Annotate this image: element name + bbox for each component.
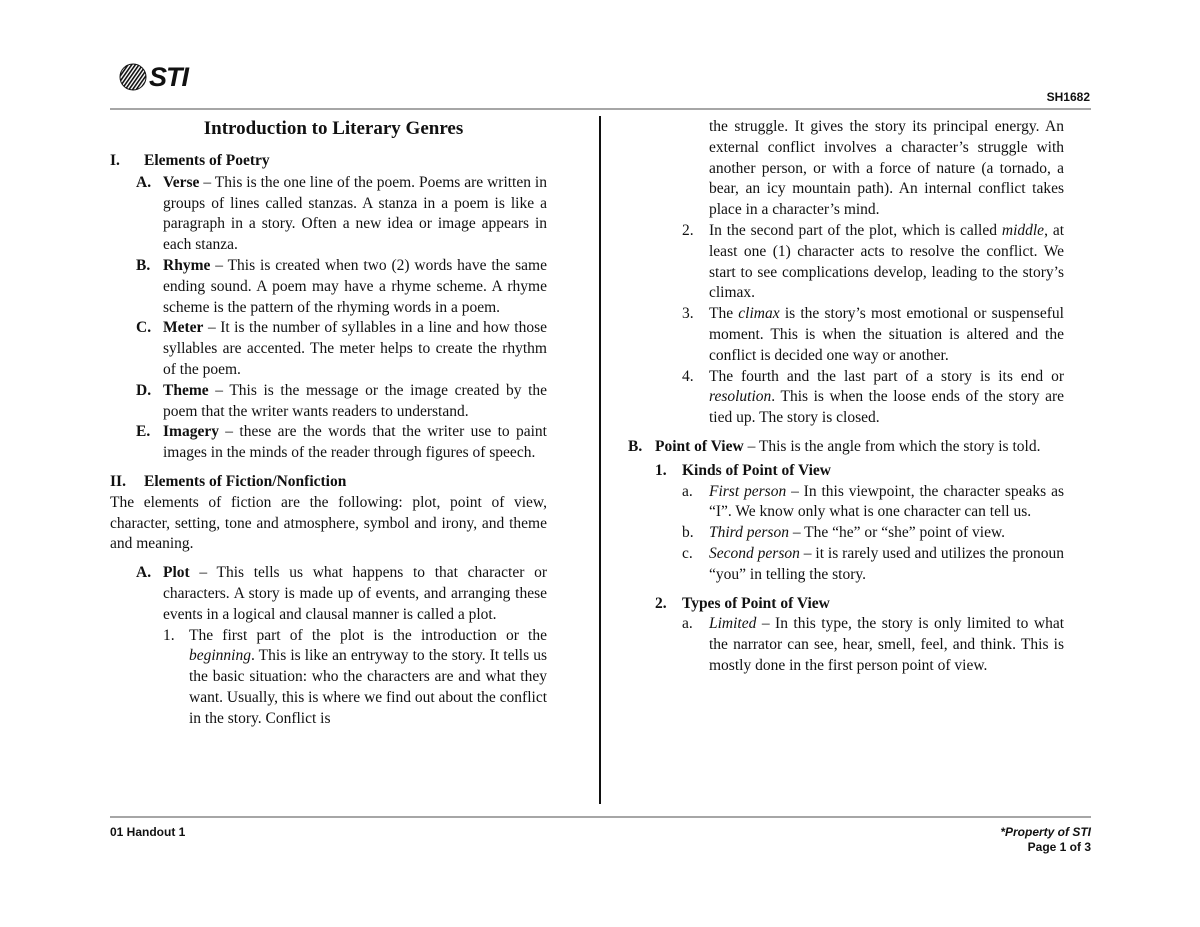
- item-text: Theme – This is the message or the image created by the poem that the writer wants readers to understand.: [163, 381, 547, 420]
- item-text: Imagery – these are the words that the writer use to paint images in the minds of the reader through figures of speech.: [163, 423, 547, 462]
- item-text: The first part of the plot is the introduction or the beginning. This is like an entryway to the story. It tells us the basic situation: who the characters are and what they want. Usually, this is where we find out about the conflict in the story. Conflict is: [189, 626, 547, 727]
- poetry-list: [110, 173, 547, 464]
- list-item: [682, 544, 1064, 586]
- section-title: Elements of Fiction/Nonfiction: [144, 472, 347, 490]
- column-divider: [599, 116, 601, 804]
- item-marker: 4.: [682, 367, 694, 385]
- list-item: [136, 318, 547, 380]
- section-number: II.: [110, 472, 126, 490]
- footer-right: [1000, 825, 1091, 855]
- item-marker: A.: [136, 173, 152, 191]
- item-text: First person – In this viewpoint, the character speaks as “I”. We know only what is one character can tell us.: [709, 482, 1064, 521]
- item-marker: a.: [682, 482, 693, 500]
- item-marker: 1.: [655, 461, 667, 479]
- item-text: Limited – In this type, the story is only limited to what the narrator can see, hear, smell, feel, and think. This is mostly done in the first person point of view.: [709, 615, 1064, 674]
- list-item: [136, 381, 547, 423]
- list-item: [682, 304, 1064, 366]
- types-list: [655, 614, 1064, 676]
- list-item: [136, 173, 547, 256]
- item-text: The fourth and the last part of a story is its end or resolution. This is when the loose ends of the story are tied up. The story is closed.: [709, 367, 1064, 427]
- section-number: I.: [110, 152, 120, 169]
- section-title: Elements of Poetry: [144, 152, 270, 169]
- item-text-continued: the struggle. It gives the story its principal energy. An external conflict involves a character’s struggle with another person, or with a force of nature (a tornado, a bear, an icy mountain path). An internal conflict takes place in a character’s mind.: [709, 118, 1064, 219]
- plot-block: [110, 563, 547, 729]
- subheading-title: Kinds of Point of View: [682, 461, 831, 479]
- item-text: Plot – This tells us what happens to that character or characters. A story is made up of events, and arranging these events in a logical and clausal manner is called a plot.: [163, 564, 547, 623]
- item-text: Rhyme – This is created when two (2) words have the same ending sound. A poem may have a rhyme scheme. A rhyme scheme is the pattern of the rhyming words in a poem.: [163, 256, 547, 316]
- item-marker: E.: [136, 423, 151, 441]
- item-marker: 3.: [682, 305, 694, 323]
- item-marker: 2.: [682, 221, 694, 239]
- section-heading: [110, 151, 547, 172]
- subheading: [655, 594, 1064, 615]
- plot-continuation: [655, 117, 1064, 221]
- point-of-view-block: [628, 437, 1064, 458]
- item-marker: D.: [136, 381, 152, 399]
- globe-icon: [118, 62, 148, 92]
- list-item: [136, 626, 547, 730]
- list-item: [628, 437, 1064, 458]
- list-item: [682, 523, 1064, 544]
- list-item: [136, 563, 547, 625]
- plot-sublist: [655, 221, 1064, 429]
- logo-text: STI: [149, 61, 189, 92]
- list-item: [682, 221, 1064, 304]
- section-heading: [110, 472, 547, 493]
- item-text: Third person – The “he” or “she” point of view.: [709, 524, 1006, 542]
- item-marker: C.: [136, 319, 152, 337]
- item-marker: 2.: [655, 594, 667, 612]
- property-notice: *Property of STI: [1000, 825, 1091, 839]
- list-item: [682, 614, 1064, 676]
- item-text: The climax is the story’s most emotional or suspenseful moment. This is when the situation is altered and the conflict is decided one way or another.: [709, 305, 1064, 364]
- list-item: [136, 422, 547, 464]
- item-marker: 1.: [163, 626, 175, 644]
- item-text: Second person – it is rarely used and utilizes the pronoun “you” in telling the story.: [709, 544, 1064, 583]
- header-rule: [110, 108, 1091, 110]
- types-block: [655, 594, 1064, 677]
- kinds-block: [655, 461, 1064, 586]
- item-marker: A.: [136, 564, 152, 582]
- document-code: SH1682: [1046, 90, 1090, 104]
- right-column: [628, 117, 1065, 677]
- list-item: [682, 482, 1064, 524]
- page-number: Page 1 of 3: [1027, 840, 1091, 854]
- page-title: Introduction to Literary Genres: [203, 118, 464, 139]
- item-marker: B.: [136, 256, 151, 274]
- item-marker: B.: [628, 437, 643, 455]
- subheading-title: Types of Point of View: [682, 594, 830, 612]
- handout-label: 01 Handout 1: [110, 825, 186, 839]
- section-intro: The elements of fiction are the following: plot, point of view, character, setting, tone and atmosphere, symbol and irony, and theme and meaning.: [110, 493, 547, 553]
- list-item: [682, 367, 1064, 429]
- kinds-list: [655, 482, 1064, 586]
- item-text: In the second part of the plot, which is called middle, at least one (1) character acts to resolve the conflict. We start to see complications develop, leading to the story’s climax.: [709, 221, 1065, 302]
- item-text: Verse – This is the one line of the poem. Poems are written in groups of lines called stanzas. A stanza in a poem is like a paragraph in a story. Often a new idea or image appears in each stanza.: [163, 173, 547, 254]
- item-marker: a.: [682, 615, 693, 633]
- item-marker: b.: [682, 524, 694, 542]
- item-text: Meter – It is the number of syllables in a line and how those syllables are accented. The meter helps to create the rhythm of the poem.: [163, 319, 547, 378]
- list-item: [136, 256, 547, 318]
- item-text: Point of View – This is the angle from which the story is told.: [655, 437, 1041, 455]
- sti-logo: [118, 62, 188, 92]
- footer-rule: [110, 816, 1091, 818]
- subheading: [655, 461, 1064, 482]
- left-column: [110, 117, 547, 730]
- item-marker: c.: [682, 544, 693, 562]
